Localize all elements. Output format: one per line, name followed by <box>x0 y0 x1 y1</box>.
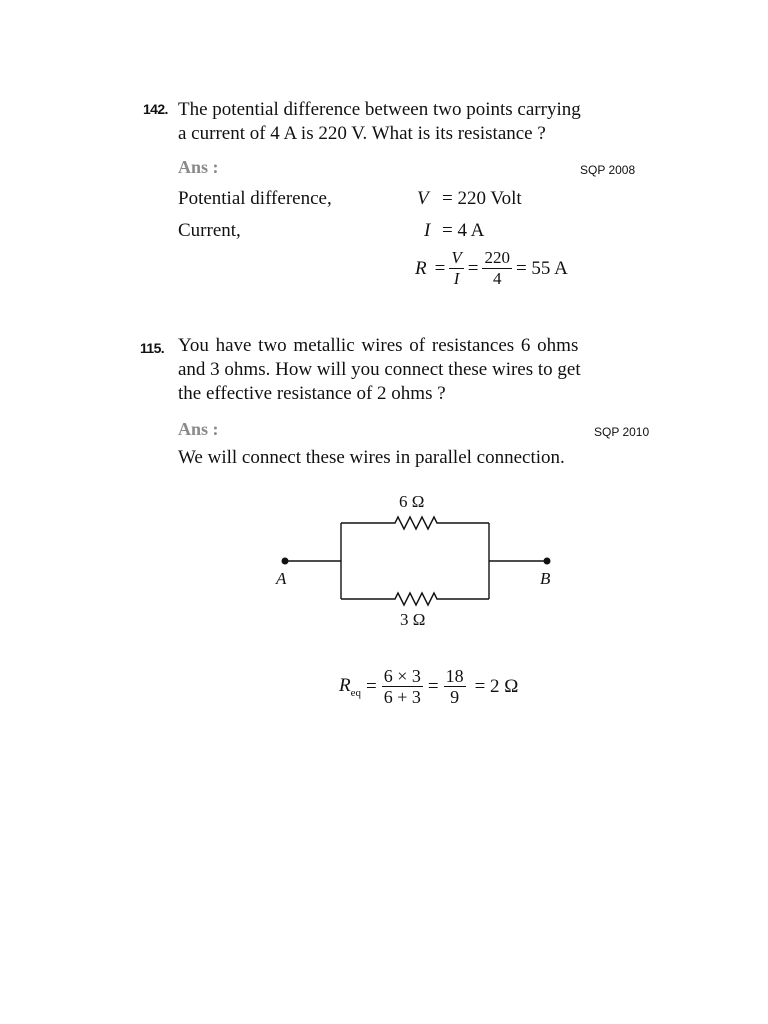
req-letter: R <box>339 674 351 696</box>
bottom-resistor-wire <box>341 593 489 605</box>
req-result: = 2 Ω <box>474 675 519 697</box>
answer-label: Ans : <box>178 157 219 177</box>
equals-sign: = <box>467 257 479 279</box>
req-subscript: eq <box>350 686 361 699</box>
question-text-line: the effective resistance of 2 ohms ? <box>178 383 446 404</box>
current-label: Current, <box>178 220 241 241</box>
fraction-numerator: 6 × 3 <box>383 666 421 686</box>
equals-sign: = <box>427 675 439 697</box>
current-variable: I <box>424 220 431 241</box>
equivalent-resistance-equation <box>339 666 518 707</box>
fraction-numerator: 18 <box>445 666 464 686</box>
answer-text: We will connect these wires in parallel connection. <box>178 447 565 468</box>
node-a-dot <box>282 558 289 565</box>
fraction-numerator: V <box>451 248 462 267</box>
question-text-line: The potential difference between two points carrying <box>178 99 581 120</box>
req-variable <box>339 675 361 699</box>
equals-sign: = <box>434 257 446 279</box>
top-resistor-label: 6 Ω <box>399 492 425 511</box>
potential-difference-label: Potential difference, <box>178 188 332 209</box>
question-number: 142. <box>143 101 168 117</box>
current-value: = 4 A <box>442 220 485 241</box>
node-a-label: A <box>276 569 287 588</box>
bottom-resistor-label: 3 Ω <box>400 610 426 629</box>
fraction-numerator: 220 <box>484 248 510 267</box>
resistance-variable: R <box>415 257 427 279</box>
equals-sign: = <box>366 675 377 697</box>
question-text-line: a current of 4 A is 220 V. What is its resistance ? <box>178 123 546 144</box>
fraction-18-over-9 <box>444 666 466 707</box>
source-tag: SQP 2008 <box>580 163 636 177</box>
answer-label: Ans : <box>178 419 219 439</box>
fraction-denominator: I <box>453 269 460 288</box>
node-b-dot <box>544 558 551 565</box>
source-tag: SQP 2010 <box>594 425 650 439</box>
voltage-value: = 220 Volt <box>442 188 522 209</box>
top-resistor-wire <box>341 517 489 529</box>
fraction-denominator: 6 + 3 <box>383 687 421 707</box>
node-b-label: B <box>540 569 551 588</box>
question-text-line: and 3 ohms. How will you connect these wires to get <box>178 359 581 380</box>
question-text-line: You have two metallic wires of resistances 6 ohms <box>178 335 579 356</box>
fraction-product-over-sum <box>382 666 423 707</box>
fraction-denominator: 9 <box>450 687 460 707</box>
voltage-variable: V <box>417 188 429 209</box>
resistance-result: = 55 A <box>515 257 568 279</box>
question-number: 115. <box>140 340 165 356</box>
fraction-denominator: 4 <box>492 269 502 288</box>
